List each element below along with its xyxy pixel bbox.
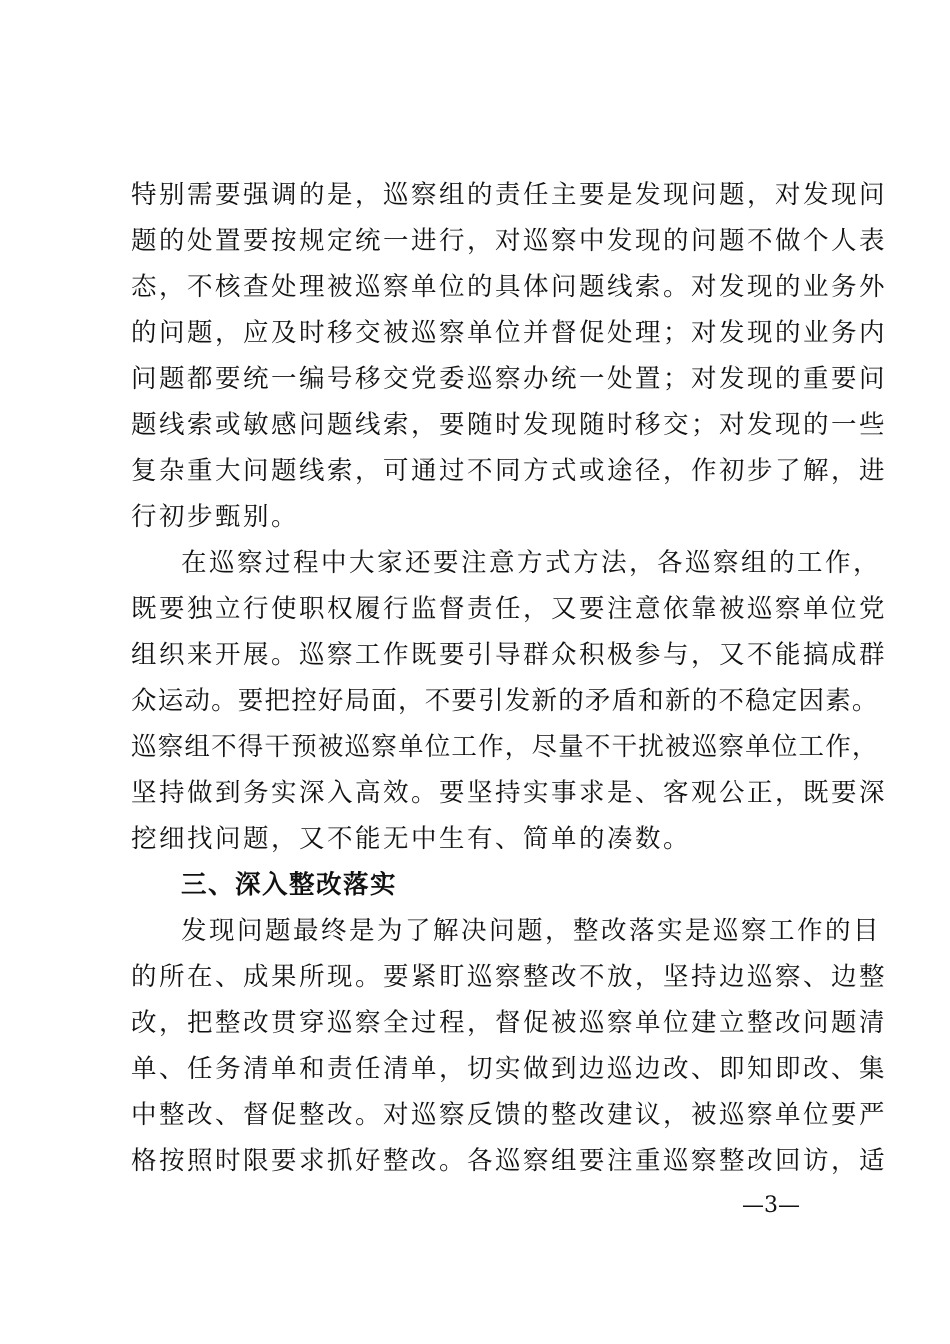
text-line: 复杂重大问题线索，可通过不同方式或途径，作初步了解，进 [131,456,888,486]
text-line: 坚持做到务实深入高效。要坚持实事求是、客观公正，既要深 [131,778,888,808]
text-line: 格按照时限要求抓好整改。各巡察组要注重巡察整改回访，适 [131,1146,888,1176]
text-line: 特别需要强调的是，巡察组的责任主要是发现问题，对发现问 [131,180,888,210]
text-line: 既要独立行使职权履行监督责任，又要注意依靠被巡察单位党 [131,594,888,624]
text-line: 改，把整改贯穿巡察全过程，督促被巡察单位建立整改问题清 [131,1008,888,1038]
text-line: 中整改、督促整改。对巡察反馈的整改建议，被巡察单位要严 [131,1100,888,1130]
page-number: —3— [742,1193,800,1218]
text-line: 单、任务清单和责任清单，切实做到边巡边改、即知即改、集 [131,1054,888,1084]
text-line: 众运动。要把控好局面，不要引发新的矛盾和新的不稳定因素。 [131,686,879,716]
text-line: 的所在、成果所现。要紧盯巡察整改不放，坚持边巡察、边整 [131,962,888,992]
text-line: 题线索或敏感问题线索，要随时发现随时移交；对发现的一些 [131,410,888,440]
section-heading: 三、深入整改落实 [181,870,398,900]
text-line: 组织来开展。巡察工作既要引导群众积极参与，又不能搞成群 [131,640,888,670]
paragraph-first-line: 发现问题最终是为了解决问题，整改落实是巡察工作的目 [181,916,882,946]
text-line: 行初步甄别。 [131,502,300,532]
text-line: 巡察组不得干预被巡察单位工作，尽量不干扰被巡察单位工作， [131,732,879,762]
text-line: 题的处置要按规定统一进行，对巡察中发现的问题不做个人表 [131,226,888,256]
paragraph-first-line: 在巡察过程中大家还要注意方式方法，各巡察组的工作， [181,548,882,578]
text-line: 问题都要统一编号移交党委巡察办统一处置；对发现的重要问 [131,364,888,394]
text-line: 态，不核查处理被巡察单位的具体问题线索。对发现的业务外 [131,272,888,302]
text-line: 的问题，应及时移交被巡察单位并督促处理；对发现的业务内 [131,318,888,348]
text-line: 挖细找问题，又不能无中生有、简单的凑数。 [131,824,692,854]
